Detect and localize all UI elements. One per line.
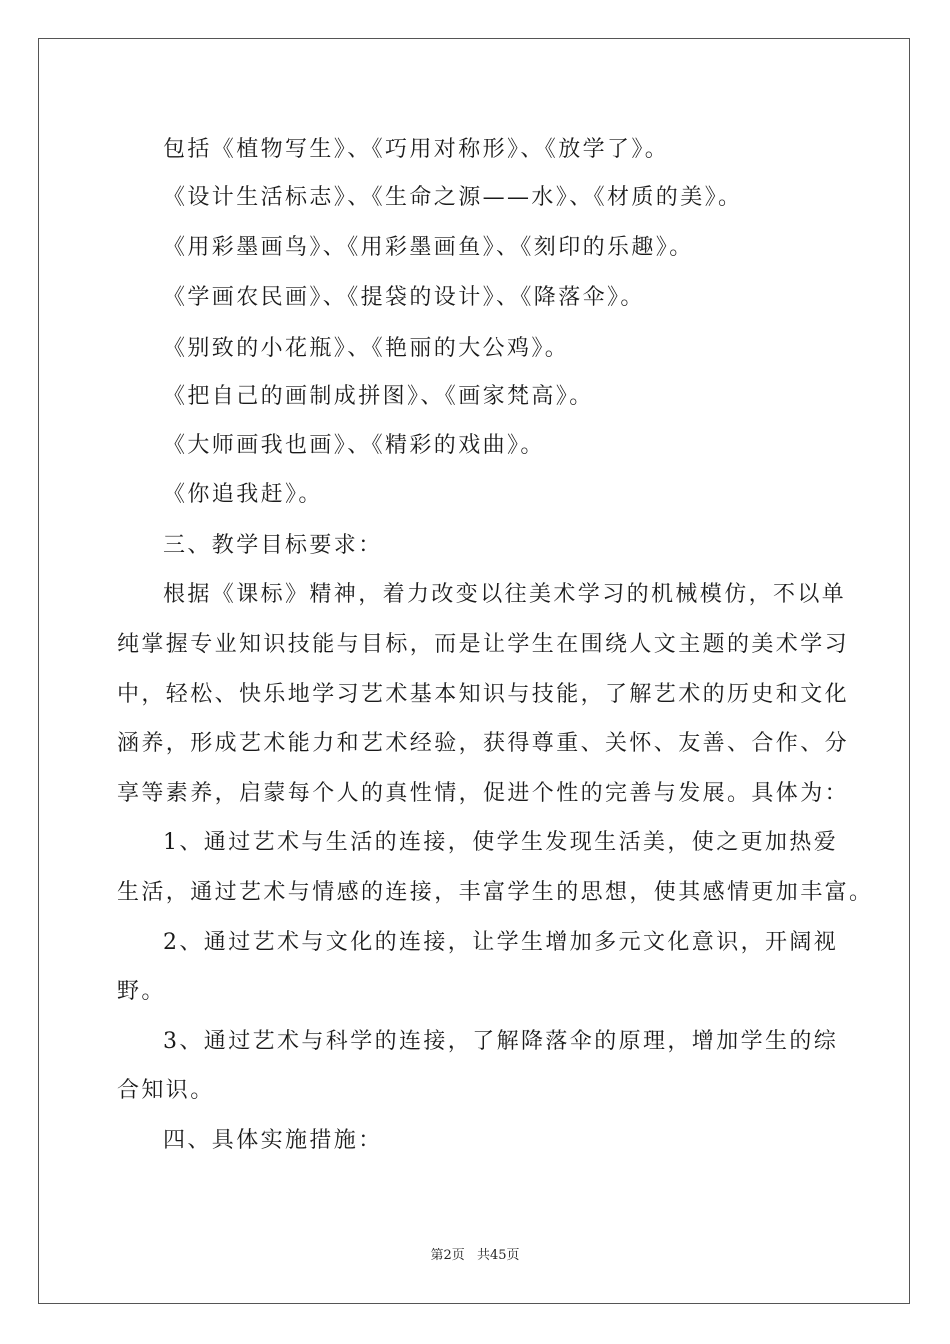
paragraph-line: 1、通过艺术与生活的连接，使学生发现生活美，使之更加热爱 [163,830,839,855]
text-line: 《学画农民画》、《提袋的设计》、《降落伞》。 [163,285,645,310]
paragraph-line: 野。 [117,979,166,1004]
page-border [38,38,910,1304]
paragraph-line: 享等素养，启蒙每个人的真性情，促进个性的完善与发展。具体为： [117,781,850,806]
text-line: 《用彩墨画鸟》、《用彩墨画鱼》、《刻印的乐趣》。 [163,235,694,260]
paragraph-line: 合知识。 [117,1078,215,1103]
section-heading: 三、教学目标要求： [163,533,383,558]
text-line: 《大师画我也画》、《精彩的戏曲》。 [163,433,545,458]
paragraph-line: 2、通过艺术与文化的连接，让学生增加多元文化意识，开阔视 [163,930,839,955]
paragraph-line: 中，轻松、快乐地学习艺术基本知识与技能，了解艺术的历史和文化 [117,682,850,707]
text-line: 《把自己的画制成拼图》、《画家梵高》。 [163,384,594,409]
section-heading: 四、具体实施措施： [163,1128,383,1153]
page-total: 共45页 [476,1248,520,1263]
text-line: 《别致的小花瓶》、《艳丽的大公鸡》。 [163,336,570,361]
paragraph-line: 3、通过艺术与科学的连接，了解降落伞的原理，增加学生的综 [163,1029,839,1054]
paragraph-line: 涵养，形成艺术能力和艺术经验，获得尊重、关怀、友善、合作、分 [117,731,850,756]
text-line: 《设计生活标志》、《生命之源——水》、《材质的美》。 [163,185,743,210]
page-footer [0,1247,950,1265]
paragraph-line: 根据《课标》精神，着力改变以往美术学习的机械模仿，不以单 [163,582,847,607]
paragraph-line: 生活，通过艺术与情感的连接，丰富学生的思想，使其感情更加丰富。 [117,880,874,905]
page-number: 第2页 [430,1248,465,1263]
text-line: 包括《植物写生》、《巧用对称形》、《放学了》。 [163,137,670,162]
text-line: 《你追我赶》。 [163,482,323,507]
paragraph-line: 纯掌握专业知识技能与目标，而是让学生在围绕人文主题的美术学习 [117,632,850,657]
